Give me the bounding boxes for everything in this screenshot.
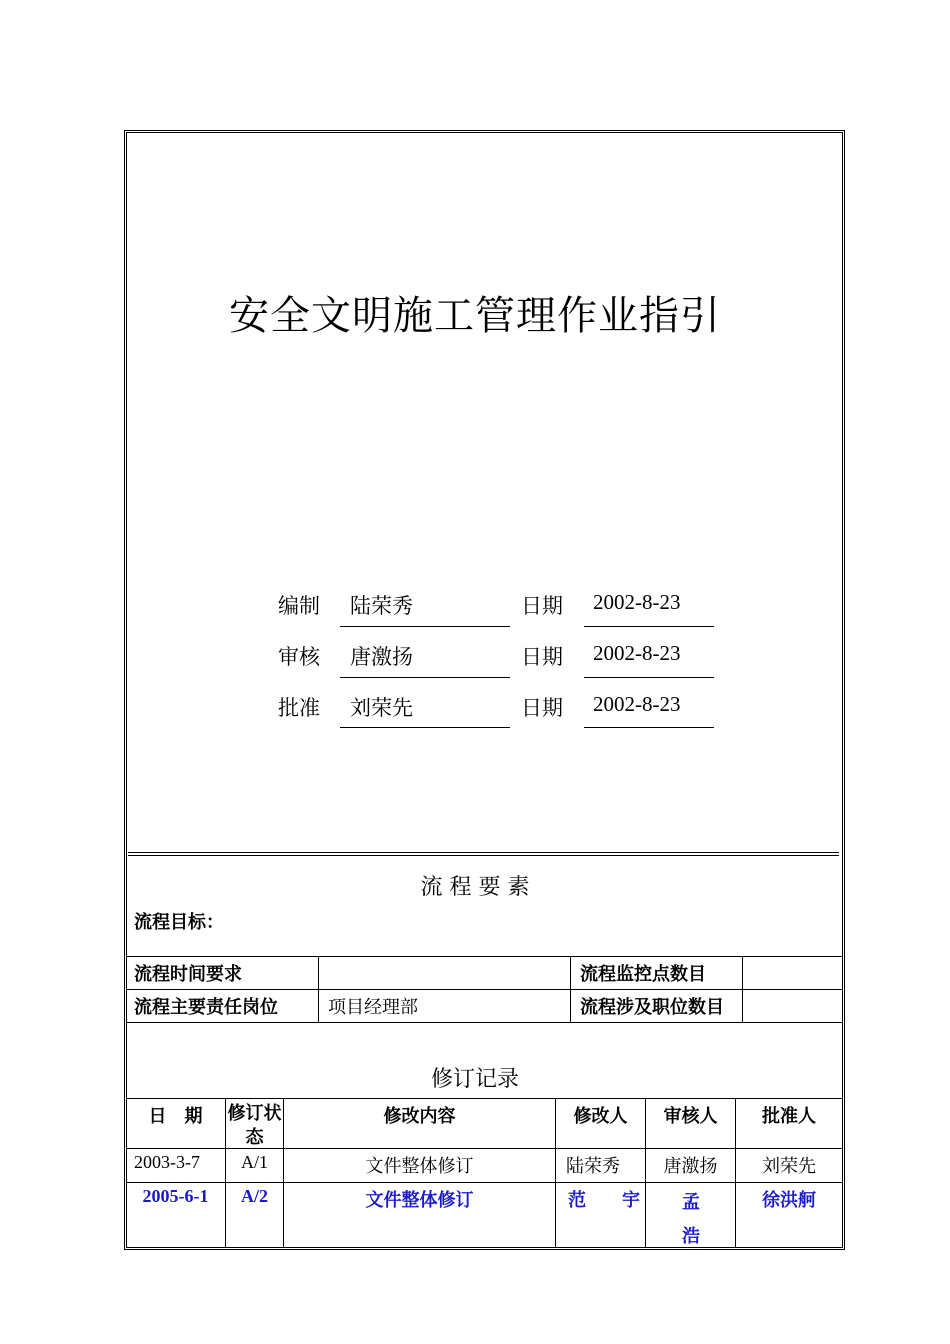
sig-date-review: 2002-8-23 xyxy=(593,641,681,665)
rev-row-modifier: 范 宇 xyxy=(568,1190,640,1211)
table-rule xyxy=(126,1022,842,1023)
underline xyxy=(584,727,714,728)
sig-date-label: 日期 xyxy=(521,645,563,669)
rev-header-content: 修改内容 xyxy=(383,1106,456,1127)
rev-row-content: 文件整体修订 xyxy=(365,1190,474,1211)
sig-name-review: 唐激扬 xyxy=(350,645,413,669)
underline xyxy=(340,626,510,627)
revision-section-title: 修订记录 xyxy=(430,1067,519,1092)
sig-date-label: 日期 xyxy=(521,696,563,720)
sig-name-compile: 陆荣秀 xyxy=(350,594,413,618)
table-rule xyxy=(126,989,842,990)
sig-role-review: 审核 xyxy=(278,645,320,669)
rev-row-date: 2003-3-7 xyxy=(134,1152,200,1172)
sig-role-approve: 批准 xyxy=(278,696,320,720)
rev-row-modifier: 陆荣秀 xyxy=(566,1156,620,1176)
rev-row-status: A/2 xyxy=(241,1186,268,1206)
rev-row-status: A/1 xyxy=(241,1152,268,1172)
underline xyxy=(584,626,714,627)
sig-date-compile: 2002-8-23 xyxy=(593,590,681,614)
rev-header-modifier: 修改人 xyxy=(573,1106,628,1127)
document-title: 安全文明施工管理作业指引 xyxy=(229,293,721,339)
process-time-label: 流程时间要求 xyxy=(134,964,242,985)
rev-header-approver: 批准人 xyxy=(762,1106,816,1127)
process-positions-label: 流程涉及职位数目 xyxy=(580,997,724,1018)
table-rule xyxy=(318,956,319,1022)
rev-header-status: 修订状态 xyxy=(227,1103,282,1148)
table-rule xyxy=(126,956,842,957)
table-rule xyxy=(570,956,571,1022)
process-section-title: 流 程 要 素 xyxy=(420,875,530,900)
sig-date-label: 日期 xyxy=(521,594,563,618)
process-goal-label: 流程目标： xyxy=(134,912,224,933)
rev-row-content: 文件整体修订 xyxy=(365,1156,474,1176)
rev-row-reviewer: 唐激扬 xyxy=(663,1156,718,1176)
section-divider xyxy=(128,852,839,856)
underline xyxy=(584,677,714,678)
rev-row-approver: 刘荣先 xyxy=(762,1156,816,1176)
rev-row-reviewer: 孟浩 xyxy=(682,1192,700,1247)
rev-row-approver: 徐洪舸 xyxy=(762,1190,816,1211)
sig-role-compile: 编制 xyxy=(278,594,320,618)
table-rule xyxy=(742,956,743,1022)
underline xyxy=(340,677,510,678)
process-owner-value: 项目经理部 xyxy=(328,997,418,1017)
underline xyxy=(340,727,510,728)
sig-date-approve: 2002-8-23 xyxy=(593,692,681,716)
rev-row-date: 2005-6-1 xyxy=(142,1186,209,1206)
process-owner-label: 流程主要责任岗位 xyxy=(134,997,278,1018)
process-monitor-label: 流程监控点数目 xyxy=(580,964,706,985)
rev-header-date: 日 期 xyxy=(148,1106,203,1127)
rev-header-reviewer: 审核人 xyxy=(663,1106,718,1127)
sig-name-approve: 刘荣先 xyxy=(350,696,413,720)
